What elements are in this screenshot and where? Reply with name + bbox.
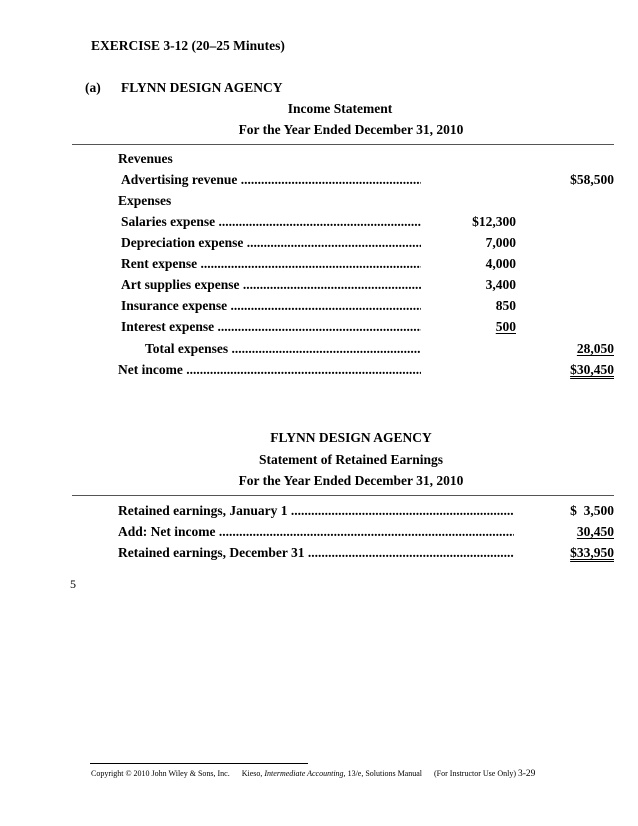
line-label: Retained earnings, January 1 ..... [118,503,514,519]
re-period: For the Year Ended December 31, 2010 [238,473,464,488]
line-amount [570,362,614,378]
line-label: Insurance expense ..... [121,298,421,314]
footer-edition: 13/e, Solutions Manual [347,769,423,778]
part-label: (a) [85,80,101,95]
re-title: Statement of Retained Earnings [258,452,444,467]
line-label: Total expenses ..... [145,341,421,357]
line-label: Interest expense ..... [121,319,421,335]
double-underlined-amount: $30,450 [570,362,614,377]
underlined-amount: 30,450 [576,524,614,539]
line-amount: 850 [495,298,516,313]
line-label: Net income ..... [118,362,421,378]
income-statement-period: For the Year Ended December 31, 2010 [238,122,464,137]
line-amount: $12,300 [472,214,516,229]
underlined-amount: 28,050 [576,341,614,356]
expenses-label: Expenses [118,193,172,208]
footer-usage: (For Instructor Use Only) [434,769,516,778]
line-amount [567,524,614,540]
line-amount: 4,000 [485,256,516,271]
line-label: Add: Net income ..... [118,524,514,540]
underlined-amount: 500 [495,319,516,334]
footer [91,768,535,780]
double-underlined-amount: $33,950 [570,545,614,560]
line-label: Retained earnings, December 31 ..... [118,545,514,561]
footer-page-number: 3-29 [518,769,536,779]
footer-copyright: Copyright © 2010 John Wiley & Sons, Inc. [91,769,230,778]
re-header-rule [72,495,614,496]
line-amount: $58,500 [570,172,614,187]
footer-author: Kieso, [241,769,263,778]
line-amount-underlined [470,319,516,335]
income-statement-title: Income Statement [287,101,393,116]
footer-book-title: Intermediate Accounting, [264,769,346,778]
line-amount: 7,000 [485,235,516,250]
line-label: Rent expense ..... [121,256,421,272]
line-amount [567,341,614,357]
exercise-heading: EXERCISE 3-12 (20–25 Minutes) [91,38,285,53]
revenues-label: Revenues [118,151,173,166]
re-company-name: FLYNN DESIGN AGENCY [270,430,432,445]
line-label: Depreciation expense ..... [121,235,421,251]
line-label: Salaries expense ..... [121,214,421,230]
footer-separator [90,763,308,764]
line-amount: $ 3,500 [570,503,614,518]
line-amount [570,545,614,561]
header-rule [72,144,614,145]
line-label: Art supplies expense ..... [121,277,421,293]
line-label: Advertising revenue ..... [121,172,421,188]
side-page-number: 5 [70,577,76,591]
company-name: FLYNN DESIGN AGENCY [121,80,283,95]
line-amount: 3,400 [485,277,516,292]
